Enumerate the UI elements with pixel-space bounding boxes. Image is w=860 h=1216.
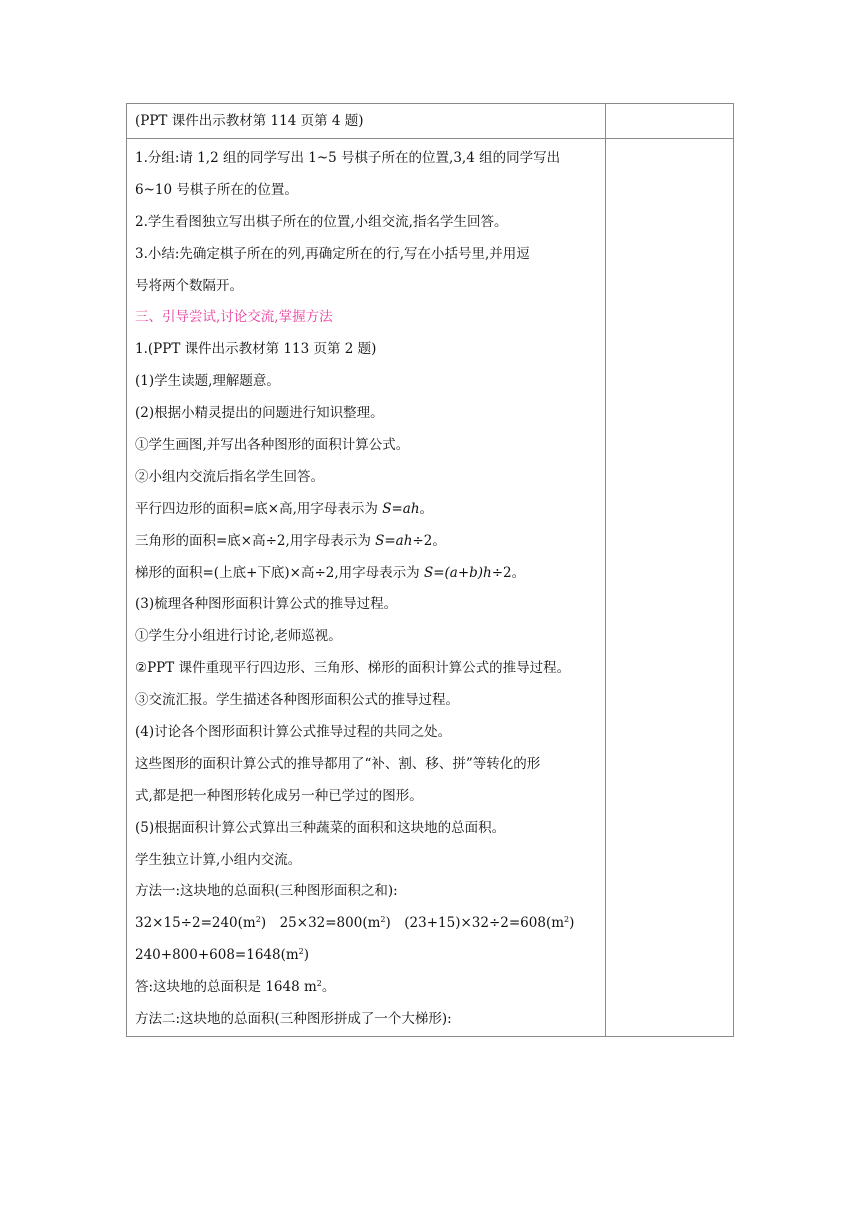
- answer-line: 答:这块地的总面积是 1648 $m^2$。: [135, 979, 336, 996]
- body-line: ①学生画图,并写出各种图形的面积计算公式。: [135, 437, 410, 454]
- body-line: 学生独立计算,小组内交流。: [135, 851, 302, 868]
- body-line: 1.分组:请 1,2 组的同学写出 1~5 号棋子所在的位置,3,4 组的同学写出: [135, 150, 561, 166]
- body-line: 方法一:这块地的总面积(三种图形面积之和):: [135, 883, 398, 900]
- body-line: 号将两个数隔开。: [135, 277, 243, 294]
- body-line: 6~10 号棋子所在的位置。: [135, 181, 298, 198]
- body-line: 1.(PPT 课件出示教材第 113 页第 2 题): [135, 341, 377, 358]
- main-cell-top: [127, 104, 606, 139]
- body-line: (3)梳理各种图形面积计算公式的推导过程。: [135, 596, 398, 613]
- calc-line-total: $240+800+608=1648(m^2)$: [135, 947, 310, 964]
- top-row-text: (PPT 课件出示教材第 114 页第 4 题): [135, 113, 364, 129]
- lesson-plan-table: [126, 103, 734, 1037]
- body-line: (1)学生读题,理解题意。: [135, 373, 280, 390]
- formula-line-trapezoid: 梯形的面积=(上底+下底)×高÷2,用字母表示为 S=(a+b)h÷2。: [135, 564, 526, 581]
- table-row: [127, 139, 734, 1037]
- body-line: ①学生分小组进行讨论,老师巡视。: [135, 628, 342, 645]
- formula-line-triangle: 三角形的面积=底×高÷2,用字母表示为 S=ah÷2。: [135, 532, 446, 549]
- body-line: (4)讨论各个图形面积计算公式推导过程的共同之处。: [135, 724, 452, 741]
- body-line: ②小组内交流后指名学生回答。: [135, 468, 324, 485]
- body-line: ②PPT 课件重现平行四边形、三角形、梯形的面积计算公式的推导过程。: [135, 660, 571, 677]
- body-line: 这些图形的面积计算公式的推导都用了“补、割、移、拼”等转化的形: [135, 755, 541, 772]
- side-cell-top: [605, 104, 733, 139]
- side-cell-body: [605, 139, 733, 1037]
- body-line: (2)根据小精灵提出的问题进行知识整理。: [135, 405, 384, 422]
- formula-line-parallelogram: 平行四边形的面积=底×高,用字母表示为 S=ah。: [135, 500, 434, 517]
- body-lines: [127, 139, 605, 1036]
- body-line: (5)根据面积计算公式算出三种蔬菜的面积和这块地的总面积。: [135, 819, 506, 836]
- body-line: 式,都是把一种图形转化成另一种已学过的图形。: [135, 787, 423, 804]
- body-line: ③交流汇报。学生描述各种图形面积公式的推导过程。: [135, 692, 459, 709]
- body-line: 2.学生看图独立写出棋子所在的位置,小组交流,指名学生回答。: [135, 213, 508, 230]
- table-row: [127, 104, 734, 139]
- body-line: 3.小结:先确定棋子所在的列,再确定所在的行,写在小括号里,并用逗: [135, 245, 530, 262]
- body-line: 方法二:这块地的总面积(三种图形拼成了一个大梯形):: [135, 1011, 452, 1028]
- main-cell-body: [127, 139, 606, 1037]
- section-heading: 三、引导尝试,讨论交流,掌握方法: [135, 309, 333, 326]
- calc-line-areas: $32\times 15\div 2=240(m^2)$ $25\times 32=800(m^2)$ $(23+15)\times 32\div 2=608(m^2)$: [135, 915, 575, 932]
